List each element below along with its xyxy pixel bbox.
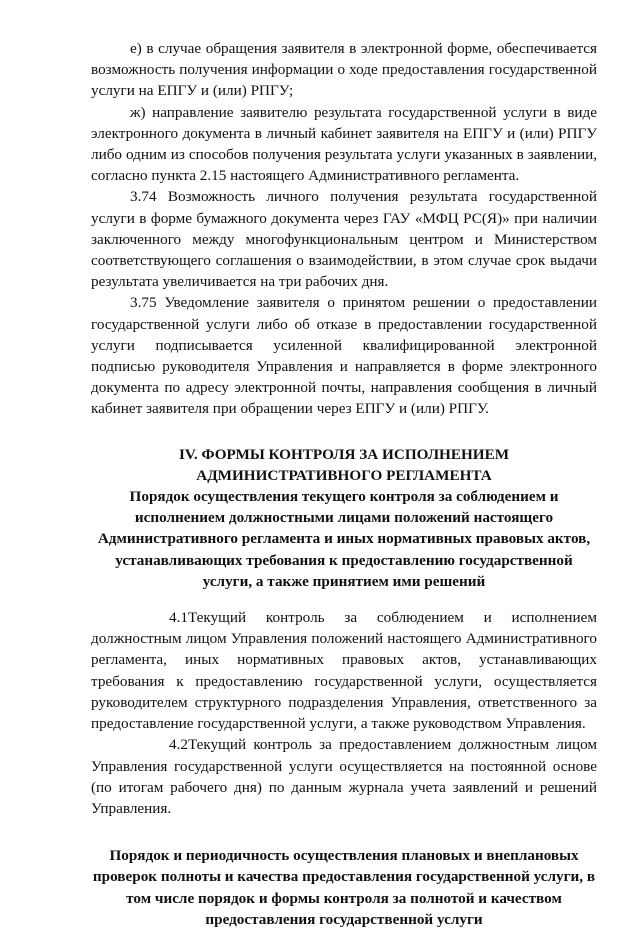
paragraph-4-2-text: Текущий контроль за предоставлением должностным лицом Управления государственной услуги осуществляется на постоянной основе (по итогам рабочего дня) по данным журнала учета заявлений и решений Управления. bbox=[91, 736, 597, 817]
subheading-inspections: Порядок и периодичность осуществления плановых и внеплановых проверок полноты и качества предоставления государственной услуги, в том числе порядок и формы контроля за полнотой и качеством предоставления государственной услуги bbox=[92, 847, 596, 928]
section-title-line-1: IV. ФОРМЫ КОНТРОЛЯ ЗА ИСПОЛНЕНИЕМ bbox=[178, 445, 510, 463]
paragraph-e: е) в случае обращения заявителя в электронной форме, обеспечивается возможность получения информации о ходе предоставления государственной услуги на ЕПГУ и (или) РПГУ; bbox=[91, 40, 597, 100]
paragraph-4-2-number: 4.2 bbox=[169, 736, 188, 754]
paragraph-3-75: 3.75 Уведомление заявителя о принятом решении о предоставлении государственной услуги либо об отказе в предоставлении государственной услуги подписывается усиленной квалифицированной электронной подписью руководителя Управления и направляется в форме электронного документа по адресу электронной почты, направления сообщения в личный кабинет заявителя при обращении через ЕПГУ и (или) РПГУ. bbox=[91, 294, 597, 418]
section-title-line-2: АДМИНИСТРАТИВНОГО РЕГЛАМЕНТА bbox=[196, 466, 492, 484]
paragraph-4-1-number: 4.1 bbox=[169, 609, 188, 627]
section-title bbox=[91, 444, 597, 486]
subheading-current-control: Порядок осуществления текущего контроля за соблюдением и исполнением должностными лицами положений настоящего Административного регламента и иных нормативных правовых актов, устанавливающих требования к предоставлению государственной услуги, а также принятием ими решений bbox=[97, 488, 591, 590]
document-page bbox=[91, 38, 597, 930]
paragraph-3-74: 3.74 Возможность личного получения результата государственной услуги в форме бумажного документа через ГАУ «МФЦ РС(Я)» при наличии заключенного между многофункциональным центром и Министерством соответствующего соглашения о взаимодействии, в этом случае срок выдачи результата увеличивается на три рабочих дня. bbox=[91, 188, 597, 291]
paragraph-4-1 bbox=[91, 607, 597, 734]
paragraph-4-1-text: Текущий контроль за соблюдением и исполнением должностным лицом Управления положений настоящего Административного регламента, иных нормативных правовых актов, устанавливающих требования к предоставлению государственной услуги, осуществляется руководителем структурного подразделения Управления, ответственного за предоставление государственной услуги, а также руководством Управления. bbox=[91, 609, 597, 733]
paragraph-zh: ж) направление заявителю результата государственной услуги в виде электронного документа в личный кабинет заявителя на ЕПГУ и (или) РПГУ либо одним из способов получения результата услуги указанных в заявлении, согласно пункта 2.15 настоящего Административного регламента. bbox=[91, 103, 597, 185]
paragraph-4-2 bbox=[91, 734, 597, 819]
